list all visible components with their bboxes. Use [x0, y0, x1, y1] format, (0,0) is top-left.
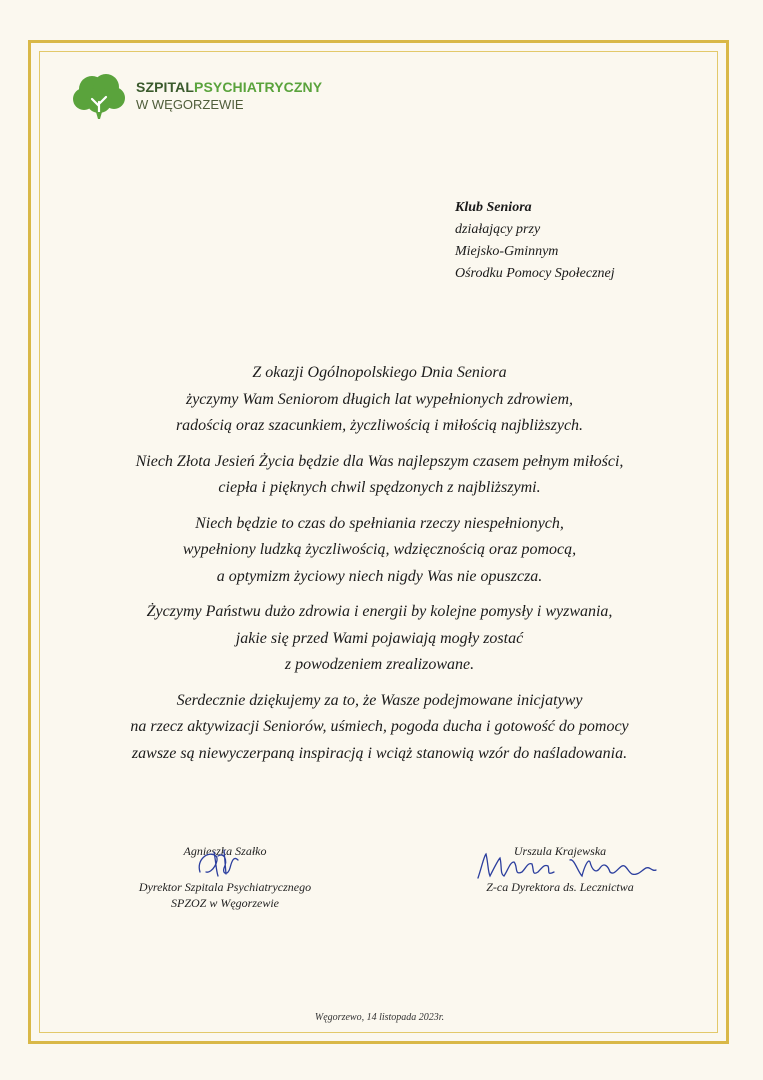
body-line: wypełniony ludzką życzliwością, wdzięcznością oraz pomocą, [182, 541, 577, 558]
logo-text-location: W WĘGORZEWIE [136, 97, 244, 112]
body-line: z powodzeniem zrealizowane. [284, 656, 475, 673]
recipient-line: Klub Seniora [455, 200, 532, 215]
handwritten-signature-director [194, 846, 242, 880]
body-paragraph [40, 688, 719, 768]
body-paragraph [40, 360, 719, 440]
body-line: Niech Złota Jesień Życia będzie dla Was najlepszym czasem pełnym miłości, [135, 452, 624, 470]
body-paragraph [40, 511, 719, 591]
signer-name: Urszula Krajewska [513, 844, 607, 858]
place-date: Węgorzewo, 14 listopada 2023r. [314, 1012, 445, 1023]
body-line: Niech będzie to czas do spełniania rzeczy niespełnionych, [195, 514, 564, 532]
body-line: a optymizm życiowy niech nigdy Was nie opuszcza. [216, 567, 543, 585]
signer-name: Agnieszka Szałko [183, 844, 267, 858]
logo-text-psychiatryczny: PSYCHIATRYCZNY [194, 79, 323, 95]
logo-text-szpital: SZPITAL [136, 79, 194, 95]
body-line: Serdecznie dziękujemy za to, że Wasze podejmowane inicjatywy [176, 691, 583, 709]
green-tree-icon [70, 72, 128, 120]
body-line: jakie się przed Wami pojawiają mogły zostać [235, 629, 524, 647]
body-line: życzymy Wam Seniorom długich lat wypełnionych zdrowiem, [185, 390, 574, 408]
handwritten-signature-deputy [470, 848, 660, 888]
body-line: na rzecz aktywizacji Seniorów, uśmiech, pogoda ducha i gotowość do pomocy [130, 718, 629, 735]
body-line: radością oraz szacunkiem, życzliwością i miłością najbliższych. [175, 417, 584, 434]
body-paragraph [40, 449, 719, 502]
recipient-line: Miejsko-Gminnym [455, 244, 559, 259]
body-paragraph [40, 599, 719, 679]
body-line: zawsze są niewyczerpaną inspiracją i wciąż stanowią wzór do naśladowania. [131, 744, 628, 762]
recipient-line: Ośrodku Pomocy Społecznej [455, 266, 615, 281]
signer-title: Dyrektor Szpitala Psychiatrycznego [138, 880, 312, 894]
recipient-line: działający przy [455, 222, 541, 237]
body-line: Życzymy Państwu dużo zdrowia i energii by kolejne pomysły i wyzwania, [146, 603, 613, 620]
body-line: Z okazji Ogólnopolskiego Dnia Seniora [252, 364, 507, 381]
hospital-logo [70, 72, 322, 120]
letter-body [40, 360, 719, 776]
signer-title: Z-ca Dyrektora ds. Lecznictwa [486, 880, 634, 894]
body-line: ciepła i pięknych chwil spędzonych z najbliższymi. [218, 479, 541, 496]
recipient-address [455, 197, 615, 285]
signer-title: SPZOZ w Węgorzewie [171, 896, 279, 910]
